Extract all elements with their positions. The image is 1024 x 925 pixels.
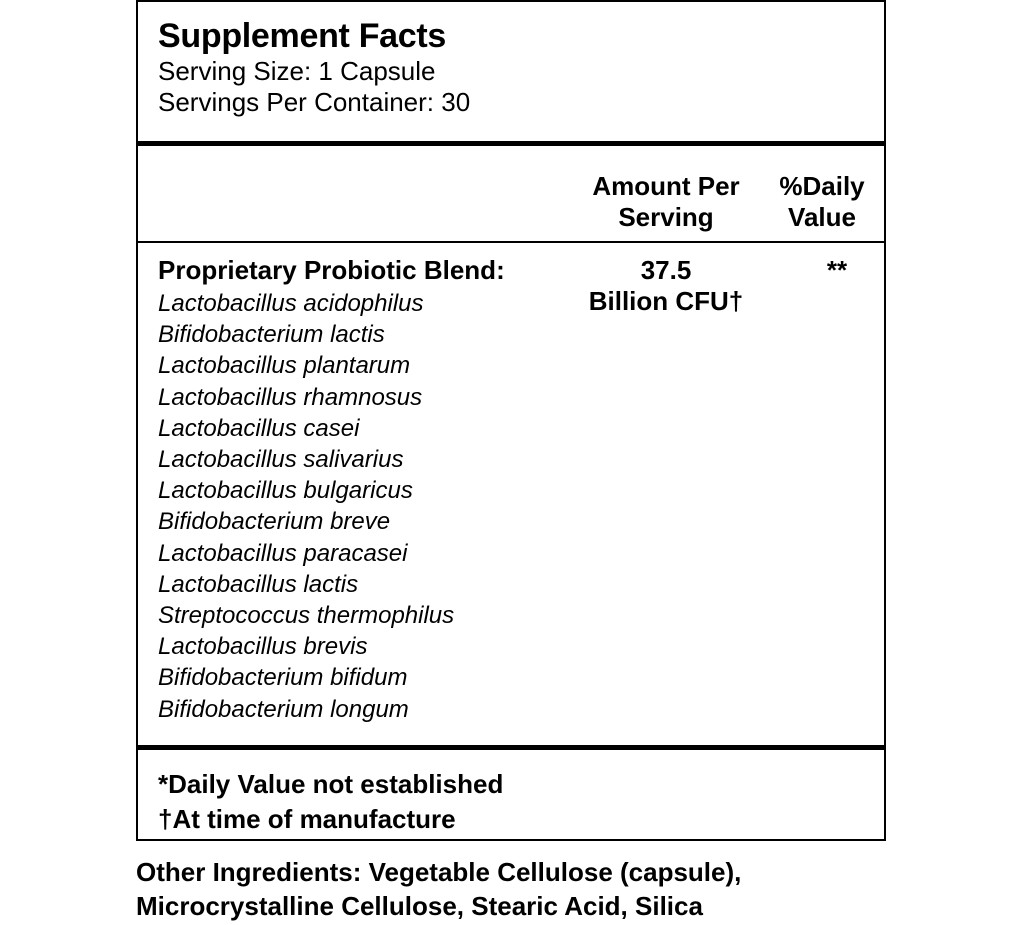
serving-size: Serving Size: 1 Capsule [158,56,436,86]
list-item: Streptococcus thermophilus [158,602,455,630]
list-item: Lactobacillus bulgaricus [158,477,413,505]
panel-header [158,16,858,118]
list-item: Lactobacillus rhamnosus [158,383,423,411]
other-ingredients [136,855,1016,923]
supplement-facts-panel [136,0,886,841]
list-item: Lactobacillus lactis [158,570,359,598]
list-item: Lactobacillus casei [158,414,360,442]
list-item: Lactobacillus paracasei [158,539,408,567]
blend-amount-unit: Billion CFU† [588,286,744,316]
divider-thick-bottom [138,745,884,750]
footnotes [158,767,503,837]
blend-label: Proprietary Probiotic Blend: [158,255,505,285]
other-ingredients-line1: Other Ingredients: Vegetable Cellulose (capsule), [136,857,742,887]
dv-heading-line2: Value [788,202,856,232]
footnote-daily-value: *Daily Value not established [158,769,504,799]
blend-amount [568,255,764,317]
blend-amount-value: 37.5 [640,255,692,285]
amount-heading-line1: Amount Per [592,171,740,201]
divider-thick-top [138,141,884,146]
list-item: Lactobacillus plantarum [158,352,411,380]
amount-per-serving-heading [568,171,764,233]
daily-value-heading [766,171,878,233]
list-item: Bifidobacterium bifidum [158,664,408,692]
footnote-manufacture: †At time of manufacture [158,804,456,834]
amount-heading-line2: Serving [618,202,714,232]
list-item: Lactobacillus acidophilus [158,290,424,317]
list-item: Lactobacillus brevis [158,633,368,661]
servings-per-container: Servings Per Container: 30 [158,87,471,117]
list-item: Lactobacillus salivarius [158,446,404,474]
list-item: Bifidobacterium longum [158,695,409,723]
strain-list [158,288,454,725]
list-item: Bifidobacterium breve [158,508,391,536]
dv-heading-line1: %Daily [779,171,865,201]
other-ingredients-line2: Microcrystalline Cellulose, Stearic Acid, Silica [136,891,703,921]
blend-daily-value: ** [826,255,848,285]
list-item: Bifidobacterium lactis [158,321,385,349]
divider-thin [138,241,884,243]
panel-title: Supplement Facts [158,17,447,55]
